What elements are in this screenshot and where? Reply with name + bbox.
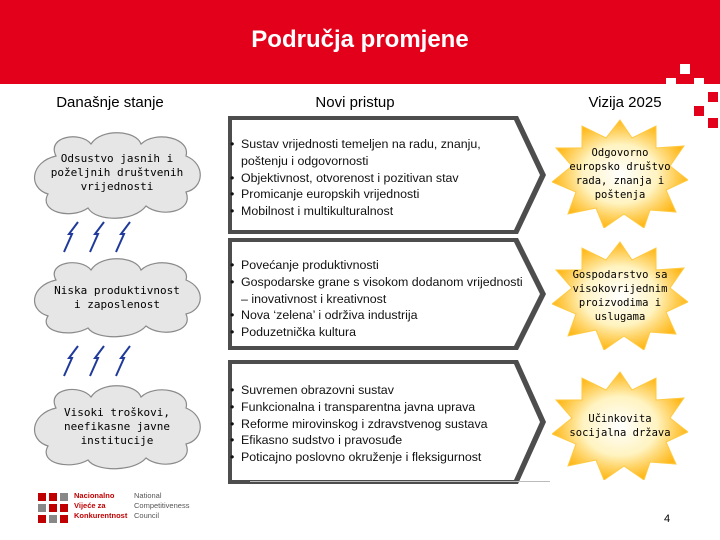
- approach-item: • Funkcionalna i transparentna javna uprava: [230, 399, 530, 416]
- vision-line: poštenja: [594, 189, 646, 201]
- column-heading-vision: Vizija 2025: [588, 94, 662, 111]
- vision-star-1: [552, 118, 688, 228]
- approach-item: • Objektivnost, otvorenost i pozitivan stav: [230, 170, 530, 187]
- problem-line: vrijednosti: [80, 180, 154, 193]
- approach-item: • Sustav vrijednosti temeljen na radu, znanju, poštenju i odgovornosti: [230, 136, 530, 170]
- approach-item: • Promicanje europskih vrijednosti: [230, 186, 530, 203]
- vision-line: Odgovorno: [591, 147, 649, 159]
- vision-line: Gospodarstvo sa: [572, 269, 668, 281]
- vision-line: proizvodima i: [578, 297, 662, 309]
- vision-line: socijalna država: [569, 427, 671, 439]
- vision-line: uslugama: [594, 311, 646, 323]
- column-heading-current: Današnje stanje: [56, 94, 164, 111]
- problem-cloud-2: [26, 254, 208, 340]
- org-name-line: Konkurentnost: [74, 511, 128, 520]
- vision-line: rada, znanja i: [575, 175, 665, 187]
- footer-divider: [250, 481, 550, 482]
- org-name-line: Competitiveness: [134, 501, 190, 510]
- problem-line: institucije: [80, 434, 154, 447]
- approach-list-2: [230, 257, 530, 341]
- problem-line: neefikasne javne: [64, 420, 170, 433]
- problem-line: i zaposlenost: [73, 298, 161, 311]
- column-heading-approach: Novi pristup: [315, 94, 395, 111]
- org-name-en: [134, 491, 189, 521]
- approach-item: • Mobilnost i multikulturalnost: [230, 203, 530, 220]
- approach-item: • Efikasno sudstvo i pravosuđe: [230, 432, 530, 449]
- vision-line: Učinkovita: [588, 413, 652, 425]
- council-logo-icon: [38, 493, 68, 523]
- org-name-line: Council: [134, 511, 160, 520]
- problem-cloud-3: [26, 380, 208, 472]
- page-number: 4: [664, 513, 671, 525]
- problem-line: Niska produktivnost: [54, 284, 180, 297]
- org-name-hr: [74, 491, 127, 521]
- org-name-line: National: [134, 491, 162, 500]
- lightning-icons: [56, 344, 142, 378]
- approach-item: • Poticajno poslovno okruženje i fleksigurnost: [230, 449, 530, 466]
- approach-item: • Reforme mirovinskog i zdravstvenog sustava: [230, 416, 530, 433]
- problem-line: poželjnih društvenih: [50, 166, 184, 179]
- approach-list-3: [230, 382, 530, 466]
- vision-star-3: [552, 370, 688, 480]
- approach-item: • Nova ‘zelena’ i održiva industrija: [230, 307, 530, 324]
- approach-item: • Poduzetnička kultura: [230, 324, 530, 341]
- approach-list-1: [230, 136, 530, 220]
- problem-line: Visoki troškovi,: [64, 406, 170, 419]
- approach-item: • Povećanje produktivnosti: [230, 257, 530, 274]
- vision-line: visokovrijednim: [572, 283, 668, 295]
- problem-line: Odsustvo jasnih i: [60, 152, 174, 165]
- org-name-line: Nacionalno: [74, 491, 115, 500]
- vision-line: europsko društvo: [569, 161, 671, 173]
- vision-star-2: [552, 240, 688, 350]
- problem-cloud-1: [26, 126, 208, 222]
- lightning-icons: [56, 220, 142, 254]
- org-name-line: Vijeće za: [74, 501, 106, 510]
- approach-item: • Gospodarske grane s visokom dodanom vrijednosti – inovativnost i kreativnost: [230, 274, 530, 308]
- approach-item: • Suvremen obrazovni sustav: [230, 382, 530, 399]
- page-title: Područja promjene: [251, 26, 469, 53]
